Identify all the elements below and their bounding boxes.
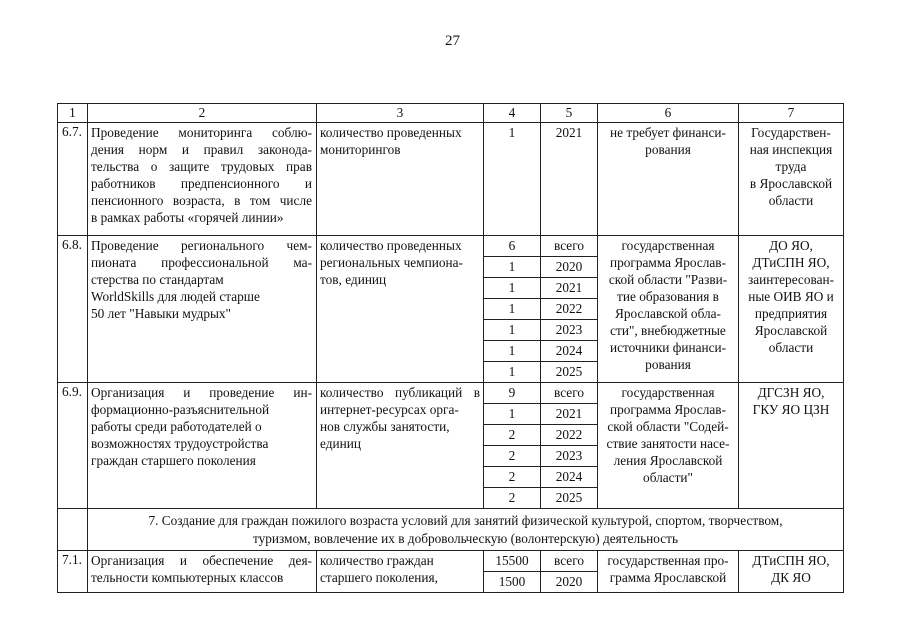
executor-cell <box>739 236 844 383</box>
activity-cell <box>88 236 317 383</box>
text-line: ления Ярославской <box>613 453 723 468</box>
header-cell: 3 <box>317 104 484 123</box>
text-line: количество проведенных <box>320 238 462 253</box>
text-line: количество публикаций в <box>320 385 480 400</box>
text-line: грамма Ярославской <box>609 570 727 585</box>
financing-cell <box>598 123 739 236</box>
executor-cell <box>739 383 844 509</box>
header-cell: 7 <box>739 104 844 123</box>
text-line: программа Ярослав- <box>609 255 727 270</box>
value-cell: 1 <box>484 362 541 383</box>
text-line: региональных чемпиона- <box>320 255 463 270</box>
text-line: количество проведенных <box>320 125 462 140</box>
value-cell: 2 <box>484 446 541 467</box>
activity-cell <box>88 551 317 593</box>
text-line: ской области "Разви- <box>608 272 728 287</box>
indicator-cell <box>317 551 484 593</box>
text-line: рования <box>645 142 691 157</box>
header-cell: 5 <box>541 104 598 123</box>
text-line: источники финанси- <box>609 340 727 355</box>
text-line: интернет-ресурсах орга- <box>320 402 459 417</box>
indicator-cell <box>317 236 484 383</box>
text-line: Организация и обеспечение дея- <box>91 553 312 568</box>
item-number: 6.7. <box>58 123 88 236</box>
value-cell: 1 <box>484 320 541 341</box>
section-heading-row <box>58 509 844 551</box>
indicator-cell <box>317 123 484 236</box>
measures-table <box>57 103 844 593</box>
year-cell: 2024 <box>541 341 598 362</box>
text-line: туризмом, вовлечение их в добровольческую (волонтерскую) деятельность <box>252 531 679 546</box>
year-cell: 2021 <box>541 404 598 425</box>
value-cell: 1 <box>484 123 541 236</box>
year-cell: всего <box>541 236 598 257</box>
value-cell: 1 <box>484 404 541 425</box>
year-cell: 2023 <box>541 446 598 467</box>
text-line: работы среди работодателей о <box>91 419 262 434</box>
text-line: в рамках работы «горячей линии» <box>91 210 284 225</box>
text-line: возможностях трудоустройства <box>91 436 269 451</box>
text-line: работников предпенсионного и <box>91 176 312 191</box>
header-cell: 6 <box>598 104 739 123</box>
value-cell: 2 <box>484 467 541 488</box>
header-cell: 1 <box>58 104 88 123</box>
table-row <box>58 236 844 257</box>
activity-cell <box>88 123 317 236</box>
text-line: стерства по стандартам <box>91 272 224 287</box>
year-cell: 2021 <box>541 278 598 299</box>
year-cell: 2025 <box>541 488 598 509</box>
value-cell: 2 <box>484 425 541 446</box>
year-cell: 2022 <box>541 425 598 446</box>
text-line: государственная <box>621 385 715 400</box>
text-line: ДТиСПН ЯО, <box>752 553 830 568</box>
text-line: труда <box>775 159 807 174</box>
text-line: ДК ЯО <box>771 570 811 585</box>
text-line: заинтересован- <box>747 272 835 287</box>
year-cell: 2020 <box>541 257 598 278</box>
text-line: области" <box>643 470 693 485</box>
text-line: нов службы занятости, <box>320 419 450 434</box>
value-cell: 1 <box>484 278 541 299</box>
text-line: пионата профессиональной ма- <box>91 255 312 270</box>
text-line: дения норм и правил законода- <box>91 142 312 157</box>
text-line: WorldSkills для людей старше <box>91 289 260 304</box>
text-line: ДГСЗН ЯО, <box>757 385 825 400</box>
text-line: ные ОИВ ЯО и <box>748 289 834 304</box>
text-line: Ярославской обла- <box>615 306 721 321</box>
value-cell: 2 <box>484 488 541 509</box>
financing-cell <box>598 236 739 383</box>
financing-cell <box>598 383 739 509</box>
text-line: тельности компьютерных классов <box>91 570 284 585</box>
activity-cell <box>88 383 317 509</box>
text-line: старшего поколения, <box>320 570 438 585</box>
text-line: Ярославской <box>754 323 828 338</box>
item-number: 6.8. <box>58 236 88 383</box>
text-line: ствие занятости насе- <box>606 436 730 451</box>
text-line: государственная про- <box>607 553 729 568</box>
year-cell: всего <box>541 383 598 404</box>
text-line: формационно-разъяснительной <box>91 402 270 417</box>
text-line: ная инспекция <box>749 142 833 157</box>
text-line: в Ярославской <box>749 176 833 191</box>
text-line: пенсионного возраста, в том числе <box>91 193 312 208</box>
table-row <box>58 383 844 404</box>
text-line: Проведение мониторинга соблю- <box>91 125 312 140</box>
text-line: 50 лет "Навыки мудрых" <box>91 306 231 321</box>
year-cell: 2024 <box>541 467 598 488</box>
text-line: ской области "Содей- <box>607 419 729 434</box>
value-cell: 1500 <box>484 572 541 593</box>
text-line: государственная <box>621 238 715 253</box>
year-cell: 2021 <box>541 123 598 236</box>
value-cell: 15500 <box>484 551 541 572</box>
financing-cell <box>598 551 739 593</box>
page-number: 27 <box>445 33 460 49</box>
text-line: ГКУ ЯО ЦЗН <box>752 402 830 417</box>
text-line: предприятия <box>754 306 828 321</box>
year-cell: 2022 <box>541 299 598 320</box>
value-cell: 1 <box>484 299 541 320</box>
text-line: ДО ЯО, <box>769 238 813 253</box>
text-line: тов, единиц <box>320 272 387 287</box>
year-cell: 2020 <box>541 572 598 593</box>
text-line: Проведение регионального чем- <box>91 238 312 253</box>
item-number: 6.9. <box>58 383 88 509</box>
text-line: области <box>768 193 814 208</box>
table-row <box>58 123 844 236</box>
text-line: рования <box>645 357 691 372</box>
text-line: тие образования в <box>617 289 719 304</box>
text-line: программа Ярослав- <box>609 402 727 417</box>
table-row <box>58 551 844 572</box>
text-line: мониторингов <box>320 142 401 157</box>
value-cell: 9 <box>484 383 541 404</box>
executor-cell <box>739 123 844 236</box>
executor-cell <box>739 551 844 593</box>
section-spacer <box>58 509 88 551</box>
year-cell: 2025 <box>541 362 598 383</box>
text-line: тельства о защите трудовых прав <box>91 159 312 174</box>
text-line: 7. Создание для граждан пожилого возраста условий для занятий физической культурой, спортом, творчеством, <box>148 513 783 528</box>
text-line: ДТиСПН ЯО, <box>752 255 830 270</box>
text-line: сти", внебюджетные <box>610 323 726 338</box>
text-line: Государствен- <box>751 125 831 140</box>
item-number: 7.1. <box>58 551 88 593</box>
indicator-cell <box>317 383 484 509</box>
value-cell: 6 <box>484 236 541 257</box>
value-cell: 1 <box>484 257 541 278</box>
text-line: единиц <box>320 436 361 451</box>
header-cell: 2 <box>88 104 317 123</box>
section-heading <box>88 509 844 551</box>
text-line: граждан старшего поколения <box>91 453 256 468</box>
text-line: области <box>768 340 814 355</box>
year-cell: 2023 <box>541 320 598 341</box>
value-cell: 1 <box>484 341 541 362</box>
header-cell: 4 <box>484 104 541 123</box>
year-cell: всего <box>541 551 598 572</box>
text-line: Организация и проведение ин- <box>91 385 312 400</box>
text-line: не требует финанси- <box>610 125 726 140</box>
table-header-row <box>58 104 844 123</box>
text-line: количество граждан <box>320 553 434 568</box>
